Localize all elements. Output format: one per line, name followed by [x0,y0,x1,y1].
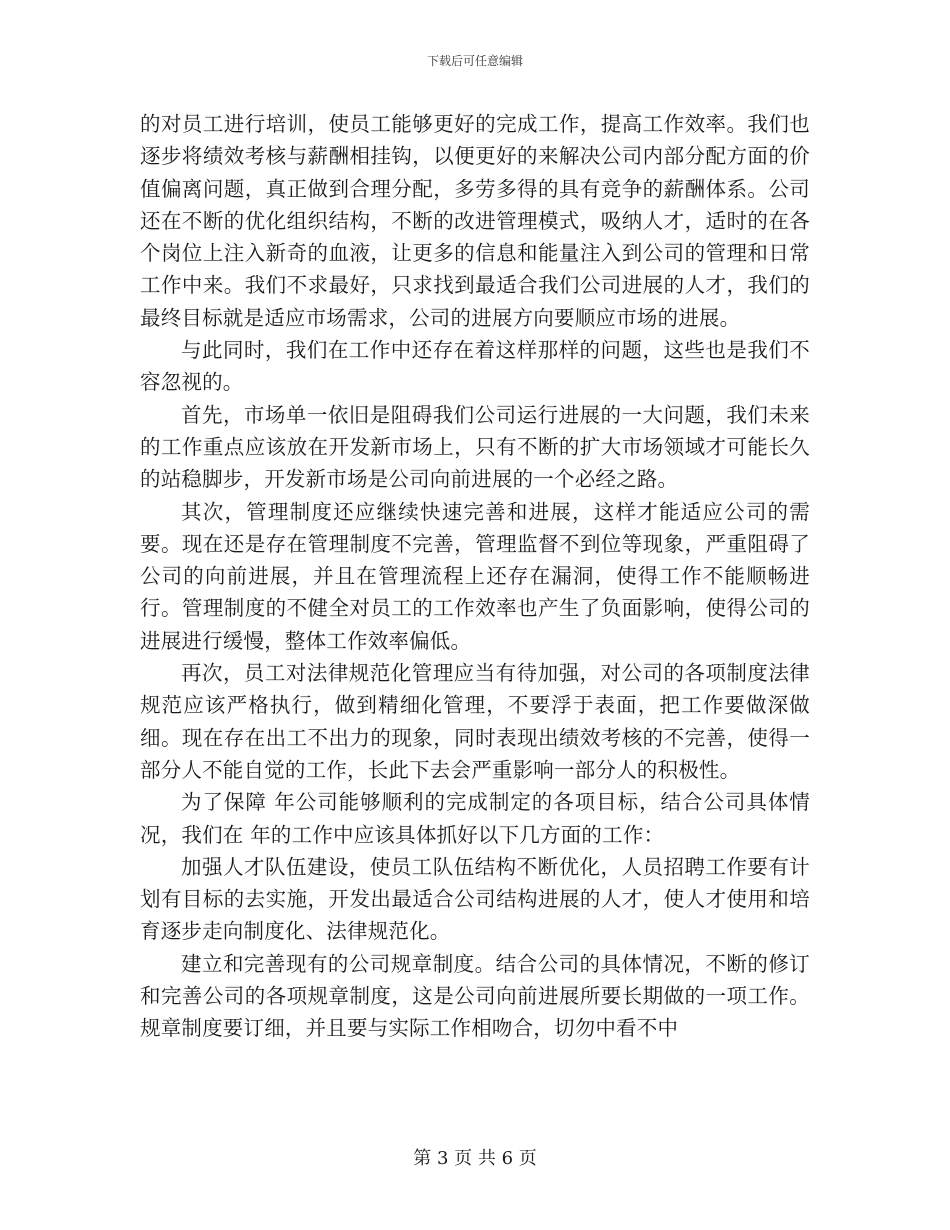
page-number-footer: 第 3 页 共 6 页 [413,1148,537,1169]
paragraph-5: 再次，员工对法律规范化管理应当有待加强，对公司的各项制度法律规范应该严格执行，做到精细化管理，不要浮于表面，把工作要做深做细。现在存在出工不出力的现象，同时表现出绩效考核的不完善，使得一部分人不能自觉的工作，长此下去会严重影响一部分人的积极性。 [140,661,810,782]
page-header: 下载后可任意编辑 [426,54,523,68]
paragraph-2: 与此同时，我们在工作中还存在着这样那样的问题，这些也是我们不容忽视的。 [140,338,810,395]
paragraph-4: 其次，管理制度还应继续快速完善和进展，这样才能适应公司的需要。现在还是存在管理制度不完善，管理监督不到位等现象，严重阻碍了公司的向前进展，并且在管理流程上还存在漏洞，使得工作不能顺畅进行。管理制度的不健全对员工的工作效率也产生了负面影响，使得公司的进展进行缓慢，整体工作效率偏低。 [140,499,810,653]
paragraph-8: 建立和完善现有的公司规章制度。结合公司的具体情况，不断的修订和完善公司的各项规章制度，这是公司向前进展所要长期做的一项工作。规章制度要订细，并且要与实际工作相吻合，切勿中看不中 [140,951,810,1041]
paragraph-1: 的对员工进行培训，使员工能够更好的完成工作，提高工作效率。我们也逐步将绩效考核与薪酬相挂钩，以便更好的来解决公司内部分配方面的价值偏离问题，真正做到合理分配，多劳多得的具有竞争的薪酬体系。公司还在不断的优化组织结构，不断的改进管理模式，吸纳人才，适时的在各个岗位上注入新奇的血液，让更多的信息和能量注入到公司的管理和日常工作中来。我们不求最好，只求找到最适合我们公司进展的人才，我们的最终目标就是适应市场需求，公司的进展方向要顺应市场的进展。 [140,112,810,330]
document-body [140,108,810,1045]
paragraph-3: 首先，市场单一依旧是阻碍我们公司运行进展的一大问题，我们未来的工作重点应该放在开发新市场上，只有不断的扩大市场领域才可能长久的站稳脚步，开发新市场是公司向前进展的一个必经之路。 [140,402,810,492]
paragraph-7: 加强人才队伍建设，使员工队伍结构不断优化，人员招聘工作要有计划有目标的去实施，开发出最适合公司结构进展的人才，使人才使用和培育逐步走向制度化、法律规范化。 [140,854,810,944]
paragraph-6: 为了保障 年公司能够顺利的完成制定的各项目标，结合公司具体情况，我们在 年的工作中应该具体抓好以下几方面的工作： [140,790,810,847]
